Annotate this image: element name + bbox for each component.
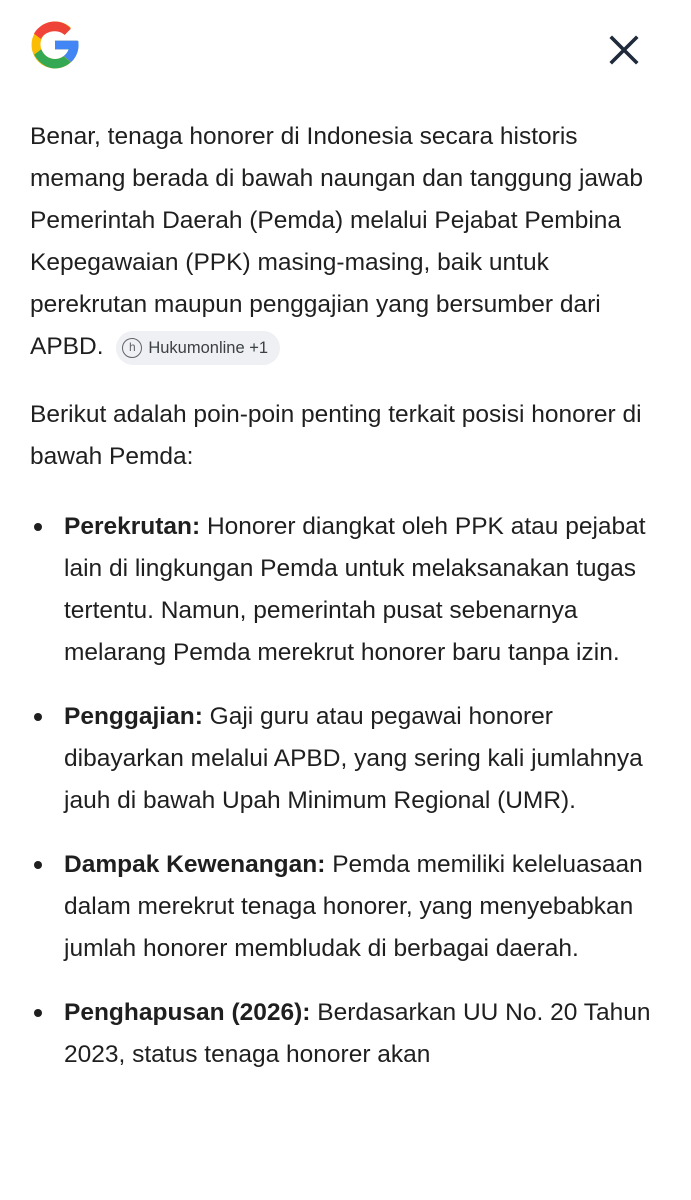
point-title: Penggajian: xyxy=(64,703,203,730)
close-button[interactable] xyxy=(600,26,648,74)
point-title: Penghapusan (2026): xyxy=(64,999,311,1026)
point-text: Honorer diangkat oleh PPK atau pejabat lain di lingkungan Pemda untuk melaksanakan tugas tertentu. Namun, pemerintah pusat sebenarnya melarang Pemda merekrut honorer baru tanpa izin. xyxy=(64,513,646,666)
point-title: Perekrutan: xyxy=(64,513,201,540)
close-icon xyxy=(609,35,639,65)
intro-paragraph xyxy=(30,116,670,368)
list-item xyxy=(30,992,670,1076)
source-chip-label: Hukumonline +1 xyxy=(148,339,269,357)
point-text: Pemda memiliki keleluasaan dalam merekrut tenaga honorer, yang menyebabkan jumlah honorer membludak di berbagai daerah. xyxy=(64,851,643,962)
list-item xyxy=(30,844,670,970)
hukumonline-source-icon: h xyxy=(122,338,142,358)
bullet-icon xyxy=(34,861,42,869)
bullet-icon xyxy=(34,713,42,721)
point-text: Berdasarkan UU No. 20 Tahun 2023, status tenaga honorer akan xyxy=(64,999,651,1068)
point-text: Gaji guru atau pegawai honorer dibayarkan melalui APBD, yang sering kali jumlahnya jauh di bawah Upah Minimum Regional (UMR). xyxy=(64,703,643,814)
bullet-icon xyxy=(34,1009,42,1017)
point-title: Dampak Kewenangan: xyxy=(64,851,326,878)
points-list xyxy=(30,506,670,1076)
bullet-icon xyxy=(34,523,42,531)
list-item xyxy=(30,696,670,822)
lead-paragraph: Berikut adalah poin-poin penting terkait posisi honorer di bawah Pemda: xyxy=(30,401,642,470)
header xyxy=(0,0,691,100)
source-chip[interactable] xyxy=(116,331,280,365)
answer-content xyxy=(30,116,670,1098)
google-logo-icon[interactable] xyxy=(26,16,84,74)
list-item xyxy=(30,506,670,674)
intro-text: Benar, tenaga honorer di Indonesia secara historis memang berada di bawah naungan dan tanggung jawab Pemerintah Daerah (Pemda) melalui Pejabat Pembina Kepegawaian (PPK) masing-masing, baik untuk perekrutan maupun penggajian yang bersumber dari APBD. xyxy=(30,123,643,360)
